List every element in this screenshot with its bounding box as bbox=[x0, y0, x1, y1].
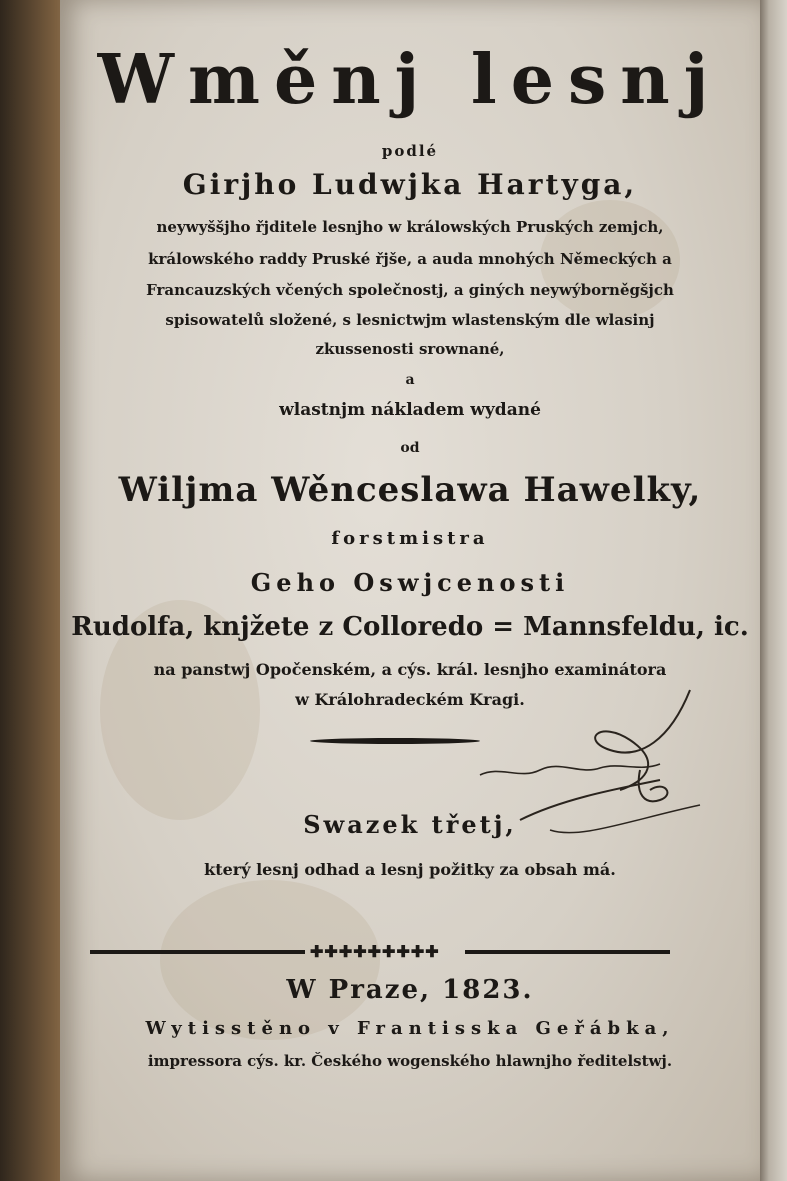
description-line-1: neywyššjho řjditele lesnjho w králowských Pruských zemjch, bbox=[156, 218, 664, 236]
translator-name: Wiljma Wěnceslawa Hawelky, bbox=[118, 470, 702, 510]
place-year: W Praze, 1823. bbox=[286, 975, 534, 1005]
handwritten-signature bbox=[460, 680, 740, 880]
publisher-note: wlastnjm nákladem wydané bbox=[279, 400, 541, 420]
estate-line: na panstwj Opočenském, a cýs. král. lesnjho examinátora bbox=[153, 660, 667, 679]
title-page bbox=[60, 0, 760, 1181]
conjunction-a: a bbox=[405, 372, 415, 388]
book-title: Wměnj lesnj bbox=[97, 40, 723, 120]
region-line: w Králohradeckém Kragi. bbox=[295, 690, 525, 709]
ornamental-rule-left bbox=[90, 950, 305, 954]
volume-label: Swazek třetj, bbox=[303, 810, 517, 839]
divider-rule bbox=[310, 738, 480, 744]
description-line-2: králowského raddy Pruské řjše, a auda mnohých Německých a bbox=[148, 250, 672, 268]
author-name: Girjho Ludwjka Hartyga, bbox=[182, 168, 638, 201]
od-text: od bbox=[400, 440, 420, 456]
description-line-3: Francauzských včených společnostj, a giných neywýborněgšjch bbox=[146, 281, 674, 299]
impressor-line: impressora cýs. kr. Českého wogenského hlawnjho ředitelstwj. bbox=[147, 1052, 673, 1070]
patron-name: Rudolfa, knjžete z Colloredo = Mannsfeldu, ic. bbox=[71, 612, 749, 642]
volume-contents: který lesnj odhad a lesnj požitky za obsah má. bbox=[204, 860, 616, 879]
description-line-4: spisowatelů složené, s lesnictwjm wlastenským dle wlasinj bbox=[165, 311, 655, 329]
ornamental-crosses: ✚✚✚✚✚✚✚✚✚ bbox=[310, 942, 440, 961]
adjacent-page-edge bbox=[757, 0, 787, 1181]
translator-title: forstmistra bbox=[331, 528, 489, 549]
ornamental-rule bbox=[90, 942, 670, 961]
printer-line: Wytisstěno v Frantisska Geřábka, bbox=[145, 1018, 675, 1039]
ornamental-rule-right bbox=[465, 950, 670, 954]
podle-text: podlé bbox=[381, 142, 439, 160]
description-line-5: zkussenosti srownané, bbox=[315, 340, 505, 358]
honorific: Geho Oswjcenosti bbox=[250, 568, 570, 597]
